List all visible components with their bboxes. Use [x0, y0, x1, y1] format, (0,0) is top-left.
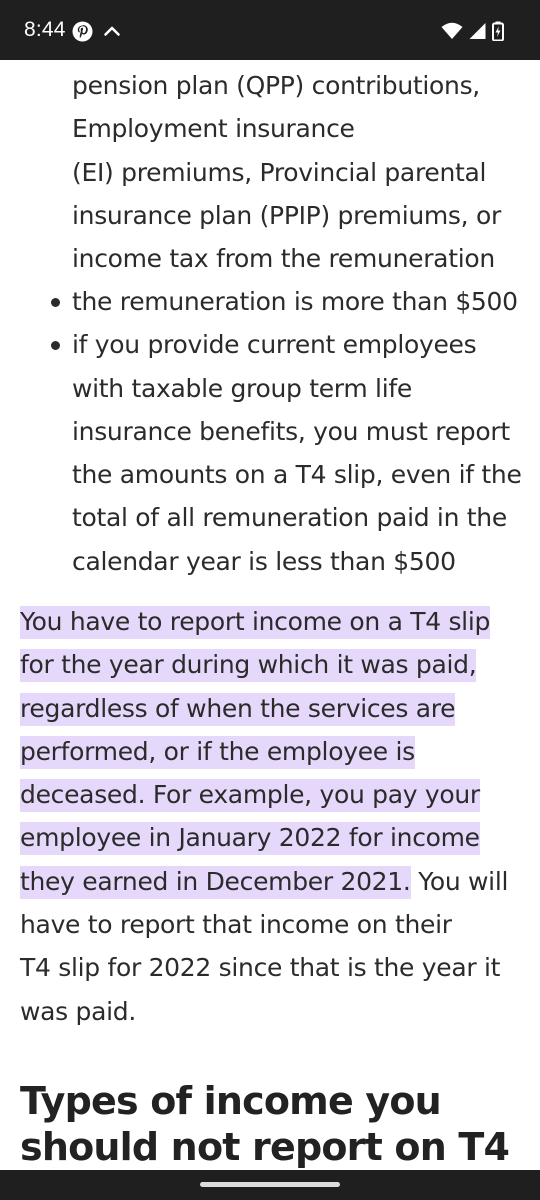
cell-signal-icon [469, 22, 486, 40]
bullet-continuation [72, 64, 522, 280]
text-line: if you provide current employees [72, 330, 477, 360]
highlighted-text[interactable]: for the year during which it was paid, [20, 649, 476, 682]
text-line: have to report that income on their [20, 910, 452, 940]
navigation-bar [0, 1170, 540, 1200]
status-right-icons [441, 19, 504, 43]
text-line [20, 773, 525, 816]
chevron-up-icon [103, 22, 121, 40]
list-item [72, 323, 522, 583]
text-line [20, 816, 525, 859]
status-time: 8:44 [24, 18, 66, 41]
highlighted-text[interactable]: performed, or if the employee is [20, 736, 415, 769]
bullet-dot [51, 298, 60, 307]
highlighted-text[interactable]: regardless of when the services are [20, 693, 455, 726]
text-line: with taxable group term life [72, 373, 412, 403]
bullet-dot [51, 341, 60, 350]
status-bar [0, 0, 540, 60]
text-line: insurance benefits, you must report [72, 416, 510, 446]
highlighted-text[interactable]: You have to report income on a T4 slip [20, 606, 490, 639]
text-line [20, 643, 525, 686]
highlighted-text[interactable]: deceased. For example, you pay your [20, 779, 480, 812]
highlighted-text[interactable]: employee in January 2022 for income [20, 822, 480, 855]
text-line [20, 860, 525, 903]
text-line: pension plan (QPP) contributions, [72, 71, 480, 100]
status-left-icons [72, 19, 121, 43]
list-item [72, 280, 522, 323]
gesture-handle[interactable] [200, 1182, 340, 1187]
text-line: insurance plan (PPIP) premiums, or [72, 200, 501, 230]
text-line: income tax from the remuneration [72, 244, 495, 274]
article-content [0, 60, 540, 1170]
text-line [20, 600, 525, 643]
bullet-list [0, 280, 540, 583]
text-line: Employment insurance [72, 114, 355, 144]
text-line: the amounts on a T4 slip, even if the [72, 460, 522, 490]
heading-line: Types of income you [20, 1079, 441, 1123]
paragraph-text: You will [410, 866, 509, 896]
highlighted-paragraph[interactable] [20, 600, 525, 1033]
highlighted-text[interactable]: they earned in December 2021. [20, 866, 411, 899]
wifi-icon [441, 22, 463, 40]
text-line: total of all remuneration paid in the [72, 503, 507, 533]
pinterest-icon [72, 21, 93, 42]
text-line: was paid. [20, 996, 136, 1026]
heading-line: should not report on T4 [20, 1125, 510, 1169]
text-line: T4 slip for 2022 since that is the year it [20, 953, 501, 983]
text-line: the remuneration is more than $500 [72, 287, 518, 316]
text-line [20, 730, 525, 773]
text-line [20, 687, 525, 730]
text-line: (EI) premiums, Provincial parental [72, 157, 487, 187]
text-line: calendar year is less than $500 [72, 546, 456, 576]
section-heading [20, 1078, 525, 1170]
battery-charging-icon [492, 21, 504, 41]
